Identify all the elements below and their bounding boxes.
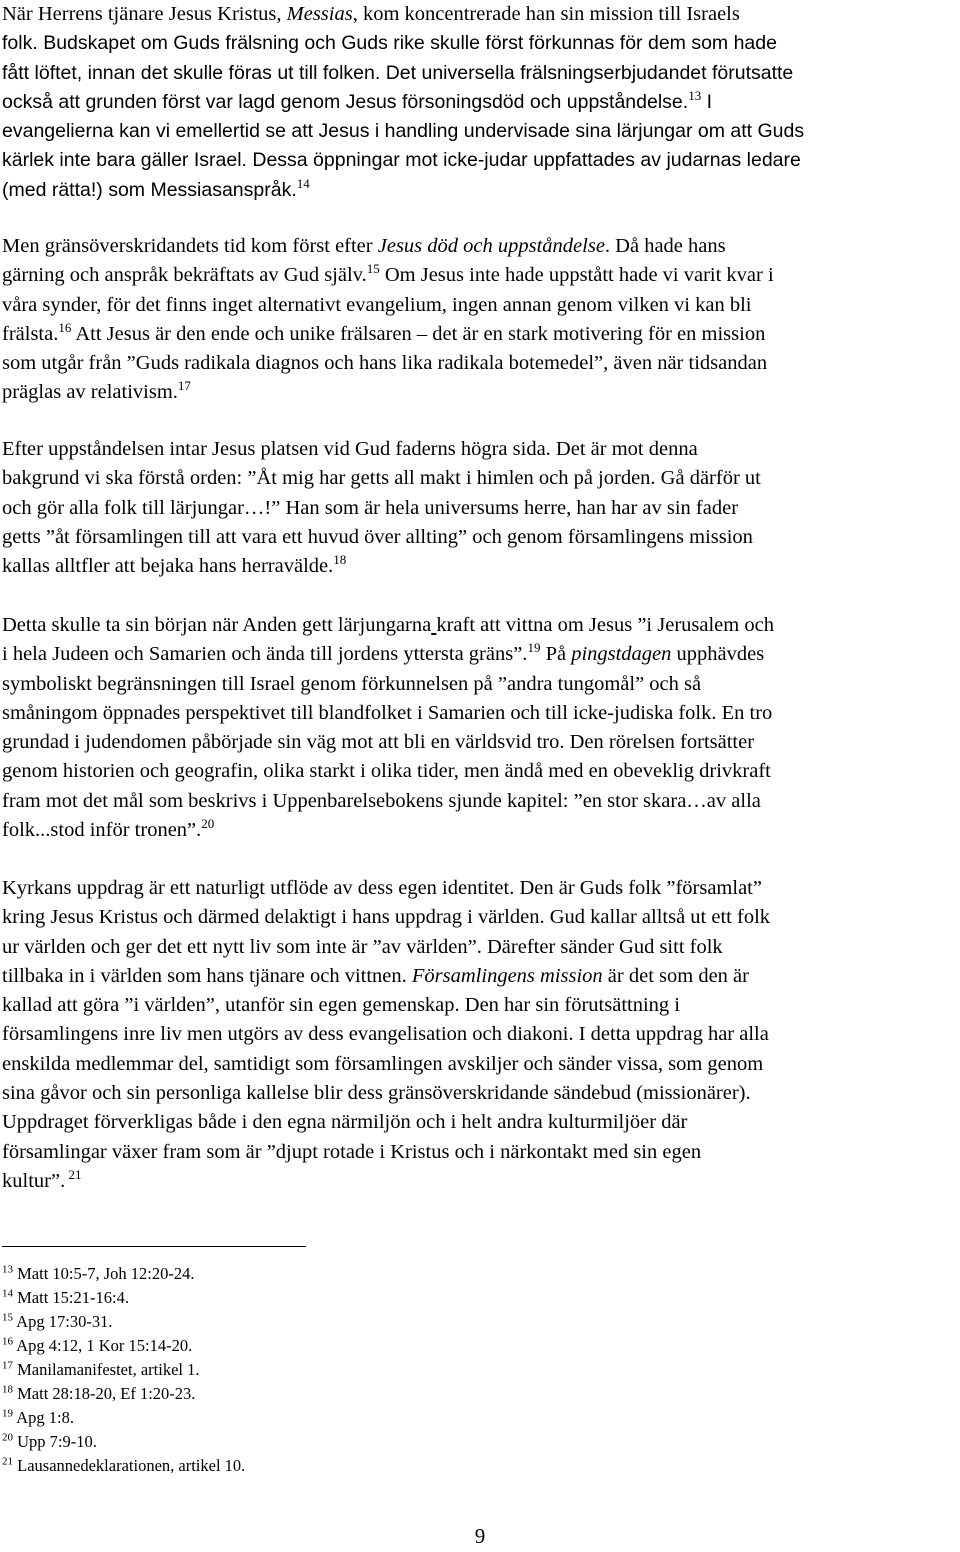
- text-segment: i hela Judeen och Samarien och ända till jordens yttersta gräns”.: [2, 643, 528, 666]
- text-line: [2, 146, 958, 175]
- text-segment: bakgrund vi ska förstå orden: ”Åt mig har getts all makt i himlen och på jorden. Gå därför ut: [2, 467, 761, 490]
- footnote-text: Apg 1:8.: [13, 1408, 74, 1427]
- text-segment: På: [540, 643, 572, 666]
- text-segment: Om Jesus inte hade uppstått hade vi varit kvar i: [379, 264, 774, 287]
- text-segment: Detta skulle ta sin början när Anden gett lärjungarna: [2, 614, 432, 636]
- page-number: 9: [474, 1524, 486, 1548]
- text-line: [2, 232, 958, 261]
- text-segment: , kom koncentrerade han sin mission till Israels: [352, 3, 740, 25]
- paragraph-3: [2, 435, 958, 581]
- text-line: [2, 349, 958, 378]
- footnote-ref: 15: [366, 261, 380, 277]
- text-line: [2, 435, 958, 464]
- footnote-number: 20: [2, 1431, 13, 1444]
- footnote-number: 13: [2, 1263, 13, 1276]
- text-segment: ur världen och ger det ett nytt liv som inte är ”av världen”. Därefter sänder Gud sitt folk: [2, 935, 723, 958]
- footnote-number: 18: [2, 1383, 13, 1396]
- text-line: [2, 0, 958, 29]
- text-line: [2, 176, 958, 205]
- text-line: [2, 991, 958, 1020]
- footnote-text: Matt 10:5-7, Joh 12:20-24.: [13, 1264, 195, 1283]
- footnote: [2, 1454, 245, 1478]
- text-segment: som utgår från ”Guds radikala diagnos och hans lika radikala botemedel”, även när tidsandan: [2, 352, 768, 375]
- footnote-ref: 17: [177, 378, 191, 394]
- text-segment: Men gränsöverskridandets tid kom först efter: [2, 235, 378, 257]
- text-segment: kraft att vittna om Jesus ”i Jerusalem och: [436, 614, 774, 636]
- text-segment: upphävdes: [671, 643, 765, 666]
- text-line: [2, 670, 958, 699]
- text-segment: genom historien och geografin, olika starkt i olika tider, men ändå med en obeveklig drivkraft: [2, 760, 771, 783]
- footnote-number: 16: [2, 1335, 13, 1348]
- text-line: [2, 874, 958, 903]
- text-segment: När Herrens tjänare Jesus Kristus,: [2, 3, 287, 25]
- footnote: [2, 1310, 245, 1334]
- text-segment: Messias: [286, 3, 353, 25]
- text-line: [2, 59, 958, 88]
- footnote-ref: 14: [296, 175, 310, 191]
- footnote-ref: 19: [527, 640, 541, 656]
- text-segment: Budskapet om Guds frälsning och Guds rike skulle först förkunnas för dem som hade: [43, 32, 777, 55]
- text-segment: . Då hade hans: [604, 235, 726, 257]
- footnote-text: Apg 4:12, 1 Kor 15:14-20.: [13, 1336, 193, 1355]
- text-segment: Att Jesus är den ende och unike frälsaren – det är en stark motivering för en mission: [71, 322, 766, 345]
- text-line: [2, 728, 958, 757]
- text-line: [2, 787, 958, 816]
- text-segment: våra synder, för det finns inget alternativt evangelium, ingen annan genom vilken vi kan bli: [2, 293, 752, 316]
- text-line: [2, 1079, 958, 1108]
- text-segment: kultur”.: [2, 1169, 66, 1192]
- paragraph-1: [2, 0, 958, 205]
- paragraph-4: [2, 611, 958, 845]
- text-segment: kallad att göra ”i världen”, utanför sin egen gemenskap. Den har sin förutsättning i: [2, 994, 680, 1017]
- text-segment: gärning och anspråk bekräftats av Gud själv.: [2, 264, 367, 287]
- text-line: [2, 1020, 958, 1049]
- text-segment: kring Jesus Kristus och därmed delaktigt i hans uppdrag i världen. Gud kallar alltså ut ett folk: [2, 906, 771, 929]
- text-line: [2, 903, 958, 932]
- text-segment: församlingar växer fram som är ”djupt rotade i Kristus och i närkontakt med sin egen: [2, 1140, 702, 1163]
- text-line: [2, 962, 958, 991]
- footnote-ref: 13: [688, 88, 702, 104]
- footnote: [2, 1262, 245, 1286]
- text-line: [2, 464, 958, 493]
- text-segment: Jesus död och uppståndelse: [377, 235, 605, 257]
- text-line: [2, 494, 958, 523]
- footnote-ref: 21: [65, 1167, 82, 1183]
- text-line: [2, 117, 958, 146]
- text-segment: också att grunden först var lagd genom Jesus försoningsdöd och uppståndelse.: [2, 90, 689, 113]
- paragraph-2: [2, 232, 958, 408]
- text-segment: evangelierna kan vi emellertid se att Jesus i handling undervisade sina lärjungar om att Guds: [2, 120, 805, 143]
- text-line: [2, 88, 958, 117]
- footnote-number: 17: [2, 1359, 13, 1372]
- text-segment: småningom öppnades perspektivet till blandfolket i Samarien och till icke-judiska folk. En tro: [2, 701, 773, 724]
- text-line: [2, 320, 958, 349]
- footnote-number: 21: [2, 1455, 13, 1468]
- text-segment: frälsta.: [2, 322, 59, 345]
- text-line: [2, 552, 958, 581]
- text-segment: präglas av relativism.: [2, 381, 178, 404]
- text-line: [2, 378, 958, 407]
- text-segment: fått löftet, innan det skulle föras ut till folken. Det universella frälsningserbjudandet förutsatte: [2, 61, 794, 84]
- footnote-ref: 16: [58, 320, 72, 336]
- text-segment: är det som den är: [602, 964, 749, 987]
- text-line: [2, 611, 958, 640]
- text-line: [2, 1050, 958, 1079]
- paragraph-5: [2, 874, 958, 1196]
- text-segment: kallas alltfler att bejaka hans herravälde.: [2, 555, 334, 578]
- text-segment: getts ”åt församlingen till att vara ett huvud över allting” och genom församlingens mission: [2, 525, 753, 548]
- text-segment: församlingens inre liv men utgörs av dess evangelisation och diakoni. I detta uppdrag har alla: [2, 1023, 769, 1046]
- text-line: [2, 523, 958, 552]
- footnote: [2, 1358, 245, 1382]
- text-segment: sina gåvor och sin personliga kallelse blir dess gränsöverskridande sändebud (missionärer).: [2, 1082, 751, 1105]
- text-segment: folk.: [2, 32, 44, 55]
- text-segment: enskilda medlemmar del, samtidigt som församlingen avskiljer och sänder vissa, som genom: [2, 1052, 764, 1075]
- footnote-text: Matt 28:18-20, Ef 1:20-23.: [13, 1384, 196, 1403]
- footnote-text: Manilamanifestet, artikel 1.: [13, 1360, 200, 1379]
- footnote: [2, 1382, 245, 1406]
- text-line: [2, 29, 958, 58]
- text-segment: (med rätta!) som Messiasanspråk.: [2, 178, 297, 201]
- text-segment: folk...stod inför tronen”.: [2, 819, 202, 842]
- text-segment: symboliskt begränsningen till Israel genom förkunnelsen på ”andra tungomål” och så: [2, 672, 702, 695]
- text-segment: Församlingens mission: [411, 964, 603, 987]
- text-segment: grundad i judendomen påbörjade sin väg mot att bli en världsvid tro. Den rörelsen fortsätter: [2, 731, 755, 754]
- text-segment: Kyrkans uppdrag är ett naturligt utflöde av dess egen identitet. Den är Guds folk ”församlat”: [2, 877, 762, 899]
- text-segment: Uppdraget förverkligas både i den egna närmiljön och i helt andra kulturmiljöer där: [2, 1111, 688, 1134]
- footnote-number: 14: [2, 1287, 13, 1300]
- text-line: [2, 1108, 958, 1137]
- text-segment: pingstdagen: [571, 643, 672, 666]
- text-line: [2, 1167, 958, 1196]
- footnote: [2, 1286, 245, 1310]
- footnote-ref: 18: [333, 552, 347, 568]
- text-segment: kärlek inte bara gäller Israel. Dessa öppningar mot icke-judar uppfattades av judarnas ledare: [2, 149, 801, 172]
- text-line: [2, 699, 958, 728]
- footnote: [2, 1430, 245, 1454]
- text-segment: tillbaka in i världen som hans tjänare och vittnen.: [2, 964, 412, 987]
- text-line: [2, 1138, 958, 1167]
- text-line: [2, 261, 958, 290]
- footnote-number: 15: [2, 1311, 13, 1324]
- footnotes: [2, 1262, 245, 1478]
- text-segment: I: [701, 90, 713, 113]
- text-line: [2, 757, 958, 786]
- footnote-separator: [2, 1246, 306, 1247]
- footnote-text: Matt 15:21-16:4.: [13, 1288, 129, 1307]
- text-line: [2, 640, 958, 669]
- footnote-text: Upp 7:9-10.: [13, 1432, 97, 1451]
- text-line: [2, 933, 958, 962]
- text-segment: Efter uppståndelsen intar Jesus platsen vid Gud faderns högra sida. Det är mot denna: [2, 438, 698, 460]
- footnote-number: 19: [2, 1407, 13, 1420]
- footnote-ref: 20: [201, 816, 215, 832]
- footnote-text: Apg 17:30-31.: [13, 1312, 113, 1331]
- text-segment: och gör alla folk till lärjungar…!” Han som är hela universums herre, han har av sin fader: [2, 496, 739, 519]
- text-line: [2, 816, 958, 845]
- footnote: [2, 1406, 245, 1430]
- text-segment: fram mot det mål som beskrivs i Uppenbarelsebokens sjunde kapitel: ”en stor skara…av alla: [2, 789, 761, 812]
- footnote: [2, 1334, 245, 1358]
- footnote-text: Lausannedeklarationen, artikel 10.: [13, 1456, 246, 1475]
- text-line: [2, 291, 958, 320]
